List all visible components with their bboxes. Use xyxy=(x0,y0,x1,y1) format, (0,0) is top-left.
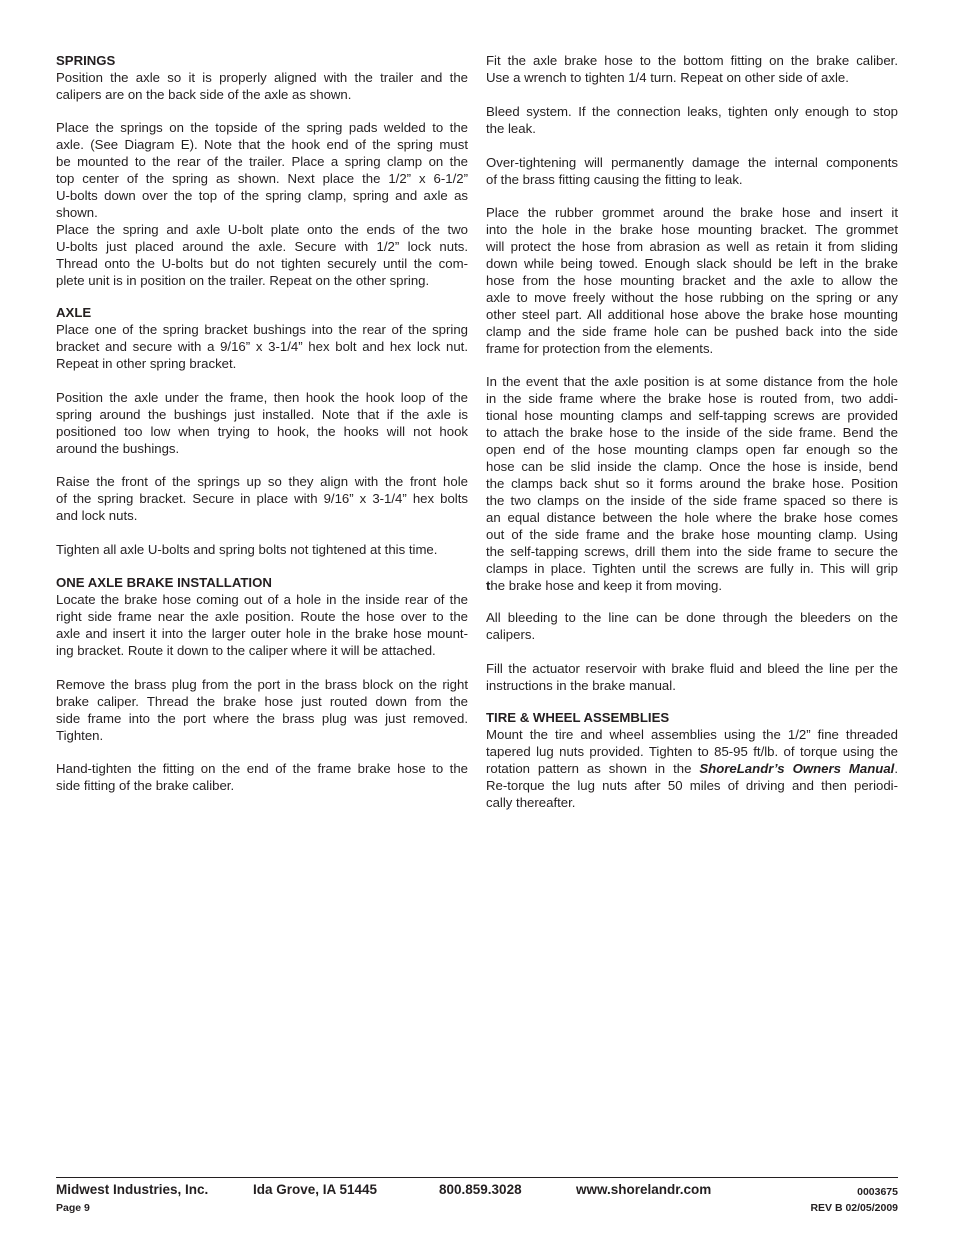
footer-phone: 800.859.3028 xyxy=(439,1182,522,1197)
body-text-line: Place one of the spring bracket bushings into the rear of the spring xyxy=(56,322,468,337)
body-text-line: of the brass fitting causing the fitting to leak. xyxy=(486,172,743,187)
body-text-line: calipers. xyxy=(486,627,536,642)
body-text-line: Repeat in other spring bracket. xyxy=(56,356,237,371)
body-text-line: out of the side frame and the brake hose mounting clamp. Using xyxy=(486,527,898,542)
footer-rule xyxy=(56,1177,898,1178)
body-text-line: an equal distance between the hole where the brake hose comes xyxy=(486,510,898,525)
body-text-line: the brake hose and keep it from moving. xyxy=(486,578,723,593)
body-text-line: side frame into the port where the brass plug was just removed. xyxy=(56,711,468,726)
body-text-line: rotation pattern as shown in the ShoreLandr’s Owners Manual. xyxy=(486,761,898,776)
body-text-line: Fill the actuator reservoir with brake fluid and bleed the line per the xyxy=(486,661,898,676)
body-text-line: Over-tightening will permanently damage the internal components xyxy=(486,155,898,170)
body-text-line: and lock nuts. xyxy=(56,508,138,523)
body-text-line: around the bushings. xyxy=(56,441,180,456)
body-text-line: Remove the brass plug from the port in the brass block on the right xyxy=(56,677,468,692)
section-heading: SPRINGS xyxy=(56,53,116,68)
body-text-line: to attach the brake hose to the inside of the side frame. Bend the xyxy=(486,425,898,440)
body-text-line: frame for protection from the elements. xyxy=(486,341,714,356)
body-text-line: Place the spring and axle U-bolt plate onto the ends of the two xyxy=(56,222,468,237)
section-heading: ONE AXLE BRAKE INSTALLATION xyxy=(56,575,272,590)
body-text-line: Re-torque the lug nuts after 50 miles of driving and then periodi- xyxy=(486,778,898,793)
body-text-line: axle. (See Diagram E). Note that the hook end of the spring must xyxy=(56,137,468,152)
body-text-line: the self-tapping screws, drill them into the side frame to secure the xyxy=(486,544,898,559)
manual-title: ShoreLandr’s Owners Manual xyxy=(699,761,895,776)
body-text-line: Mount the tire and wheel assemblies using the 1/2” fine threaded xyxy=(486,727,898,742)
footer-city: Ida Grove, IA 51445 xyxy=(253,1182,378,1197)
body-text-line: be mounted to the rear of the trailer. Place a spring clamp on the xyxy=(56,154,468,169)
footer-revision: REV B 02/05/2009 xyxy=(810,1202,898,1214)
body-text-line: positioned too low when trying to hook, the hooks will not hook xyxy=(56,424,468,439)
body-text-line: shown. xyxy=(56,205,98,220)
body-text-line: side fitting of the brake caliber. xyxy=(56,778,235,793)
footer-page-number: Page 9 xyxy=(56,1202,90,1214)
body-text-line: Raise the front of the springs up so they align with the front hole xyxy=(56,474,468,489)
body-text-line: U-bolts just placed around the axle. Secure with 1/2” lock nuts. xyxy=(56,239,468,254)
body-text-line: into the hole in the brake hose mounting bracket. The grommet xyxy=(486,222,898,237)
body-text-line: Tighten all axle U-bolts and spring bolts not tightened at this time. xyxy=(56,542,438,557)
body-text-line: All bleeding to the line can be done through the bleeders on the xyxy=(486,610,898,625)
body-text-line: Tighten. xyxy=(56,728,104,743)
body-text-line: Use a wrench to tighten 1/4 turn. Repeat on other side of axle. xyxy=(486,70,849,85)
body-text-line: clamp and the side frame hole can be pushed back into the side xyxy=(486,324,898,339)
footer-doc-number: 0003675 xyxy=(857,1186,898,1198)
body-text-line: other steel part. All additional hose above the brake hose mounting xyxy=(486,307,898,322)
body-text-line: down while being towed. Enough slack should be left in the brake xyxy=(486,256,898,271)
body-text-line: bracket and secure with a 9/16” x 3-1/4” hex bolt and hex lock nut. xyxy=(56,339,468,354)
body-text-line: U-bolts down over the top of the spring clamp, spring and axle as xyxy=(56,188,468,203)
body-text-line: Position the axle under the frame, then hook the hook loop of the xyxy=(56,390,468,405)
body-text-line: hose from the hose mounting bracket and the axle to allow the xyxy=(486,273,898,288)
body-text-line: Thread onto the U-bolts but do not tighten securely until the com- xyxy=(56,256,468,271)
section-heading: TIRE & WHEEL ASSEMBLIES xyxy=(486,710,670,725)
body-text-line: tapered lug nuts provided. Tighten to 85-95 ft/lb. of torque using the xyxy=(486,744,898,759)
body-text-line: calipers are on the back side of the axle as shown. xyxy=(56,87,352,102)
body-text-line: in the side frame where the brake hose is routed from, two addi- xyxy=(486,391,898,406)
body-text-line: hose can be slid inside the clamp. Once the hose is inside, bend xyxy=(486,459,898,474)
body-text-line: Place the springs on the topside of the spring pads welded to the xyxy=(56,120,468,135)
body-text-line: In the event that the axle position is at some distance from the hole xyxy=(486,374,898,389)
body-text-line: Fit the axle brake hose to the bottom fitting on the brake caliber. xyxy=(486,53,898,68)
body-text-line: right side frame near the axle position. Route the hose over to the xyxy=(56,609,468,624)
body-text-line: of the spring bracket. Secure in place with 9/16” x 3-1/4” hex bolts xyxy=(56,491,468,506)
body-text-line: clamps in place. Tighten until the screws are fully in. This will grip xyxy=(486,561,898,576)
body-text-line: open end of the hose mounting clamps open far enough so the xyxy=(486,442,898,457)
body-text-line: Place the rubber grommet around the brake hose and insert it xyxy=(486,205,898,220)
body-text-line: the clamps back shut so it forms around the brake hose. Position xyxy=(486,476,898,491)
body-text-line: spring around the bushings just installed. Note that if the axle is xyxy=(56,407,468,422)
body-text-line: Bleed system. If the connection leaks, tighten only enough to stop xyxy=(486,104,898,119)
body-text-line: top center of the spring as shown. Next place the 1/2” x 6-1/2” xyxy=(56,171,468,186)
body-text-line: instructions in the brake manual. xyxy=(486,678,676,693)
body-text-line: tional hose mounting clamps and self-tapping screws are provided xyxy=(486,408,898,423)
body-text-line: will protect the hose from abrasion as well as retain it from sliding xyxy=(486,239,898,254)
body-text-line: ing bracket. Route it down to the caliper where it will be attached. xyxy=(56,643,436,658)
footer-website: www.shorelandr.com xyxy=(576,1182,712,1197)
body-text-line: Position the axle so it is properly aligned with the trailer and the xyxy=(56,70,468,85)
body-text-line: brake caliper. Thread the brake hose just routed down from the xyxy=(56,694,468,709)
body-text-line: axle and insert it into the larger outer hole in the brake hose mount- xyxy=(56,626,468,641)
body-text-line: Locate the brake hose coming out of a hole in the inside rear of the xyxy=(56,592,468,607)
section-heading: AXLE xyxy=(56,305,92,320)
body-text-line: the leak. xyxy=(486,121,536,136)
footer-company: Midwest Industries, Inc. xyxy=(56,1182,209,1197)
body-text-line: cally thereafter. xyxy=(486,795,576,810)
body-text-line: plete unit is in position on the trailer. Repeat on the other spring. xyxy=(56,273,430,288)
body-text-line: axle to move freely without the hose rubbing on the spring or any xyxy=(486,290,898,305)
body-text-line: the two clamps on the inside of the side frame spaced so there is xyxy=(486,493,898,508)
body-text-line: Hand-tighten the fitting on the end of the frame brake hose to the xyxy=(56,761,468,776)
